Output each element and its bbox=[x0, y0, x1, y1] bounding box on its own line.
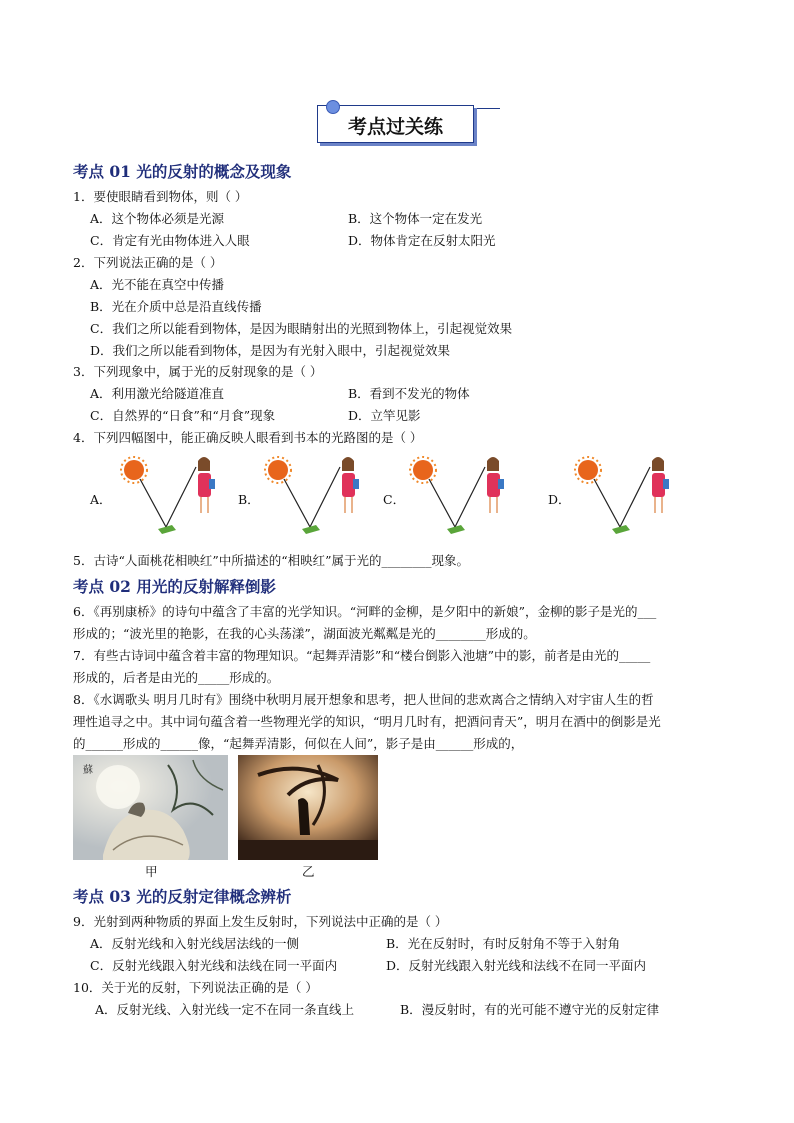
page-title: 考点过关练 bbox=[347, 116, 443, 138]
q10-stem: 10．关于光的反射，下列说法正确的是（ ） bbox=[73, 980, 318, 995]
q3-option-b: B．看到不发光的物体 bbox=[348, 386, 470, 401]
q8-line2: 理性追寻之中。其中词句蕴含着一些物理光学的知识，“明月几时有，把酒问青天”，明月在酒中的倒影是光 bbox=[73, 714, 661, 729]
title-box bbox=[317, 105, 474, 143]
q9-option-c: C．反射光线跟入射光线和法线在同一平面内 bbox=[90, 958, 338, 973]
q4-figure-d bbox=[572, 455, 682, 535]
q4-label-a: A． bbox=[90, 492, 112, 507]
section-title-01: 考点 01 光的反射的概念及现象 bbox=[73, 162, 292, 181]
q4-figure-a bbox=[118, 455, 228, 535]
q3-option-a: A．利用激光给隧道准直 bbox=[90, 386, 225, 401]
girl-icon bbox=[487, 457, 504, 513]
q8-line1: 8．《水调歌头 明月几时有》围绕中秋明月展开想象和思考，把人世间的悲欢离合之情纳入对宇宙人生的哲 bbox=[73, 692, 654, 707]
q10-option-b: B．漫反射时，有的光可能不遵守光的反射定律 bbox=[400, 1002, 660, 1017]
q8-line3: 的______形成的______像，“起舞弄清影，何似在人间”，影子是由______形成的， bbox=[73, 736, 524, 751]
sun-icon bbox=[121, 457, 147, 483]
q2-option-a: A．光不能在真空中传播 bbox=[90, 277, 225, 292]
q4-figure-c bbox=[407, 455, 517, 535]
girl-icon bbox=[652, 457, 669, 513]
q4-label-b: B． bbox=[238, 492, 260, 507]
q4-label-d: D． bbox=[548, 492, 571, 507]
q1-option-b: B．这个物体一定在发光 bbox=[348, 211, 483, 226]
q6-line1: 6．《再别康桥》的诗句中蕴含了丰富的光学知识。“河畔的金柳，是夕阳中的新娘”，金柳的影子是光的___ bbox=[73, 604, 657, 619]
q4-figure-b bbox=[262, 455, 372, 535]
q3-option-d: D．立竿见影 bbox=[348, 408, 421, 423]
title-dot-icon bbox=[326, 100, 340, 114]
q2-option-d: D．我们之所以能看到物体，是因为有光射入眼中，引起视觉效果 bbox=[90, 343, 451, 358]
q9-option-a: A．反射光线和入射光线居法线的一侧 bbox=[90, 936, 300, 951]
section-title-02: 考点 02 用光的反射解释倒影 bbox=[73, 577, 276, 596]
q9-stem: 9．光射到两种物质的界面上发生反射时，下列说法中正确的是（ ） bbox=[73, 914, 448, 929]
q9-option-b: B．光在反射时，有时反射角不等于入射角 bbox=[386, 936, 621, 951]
q3-stem: 3．下列现象中，属于光的反射现象的是（ ） bbox=[73, 364, 323, 379]
q10-option-a: A．反射光线、入射光线一定不在同一条直线上 bbox=[95, 1002, 355, 1017]
q9-option-d: D．反射光线跟入射光线和法线不在同一平面内 bbox=[386, 958, 647, 973]
q1-stem: 1．要使眼睛看到物体，则（ ） bbox=[73, 189, 248, 204]
q1-option-c: C．肯定有光由物体进入人眼 bbox=[90, 233, 250, 248]
q1-option-d: D．物体肯定在反射太阳光 bbox=[348, 233, 496, 248]
q7-line1: 7．有些古诗词中蕴含着丰富的物理知识。“起舞弄清影”和“楼台倒影入池塘”中的影，前者是由光的_____ bbox=[73, 648, 651, 663]
girl-icon bbox=[198, 457, 215, 513]
sun-icon bbox=[575, 457, 601, 483]
photo-jia-caption: 甲 bbox=[145, 864, 158, 879]
girl-icon bbox=[342, 457, 359, 513]
photo-yi bbox=[238, 755, 378, 860]
q1-option-a: A．这个物体必须是光源 bbox=[90, 211, 225, 226]
q7-line2: 形成的，后者是由光的_____形成的。 bbox=[73, 670, 280, 685]
q5-stem: 5．古诗“人面桃花相映红”中所描述的“相映红”属于光的________现象。 bbox=[73, 553, 470, 568]
sun-icon bbox=[410, 457, 436, 483]
q2-stem: 2．下列说法正确的是（ ） bbox=[73, 255, 223, 270]
q2-option-c: C．我们之所以能看到物体，是因为眼睛射出的光照到物体上，引起视觉效果 bbox=[90, 321, 513, 336]
svg-text:蘇: 蘇 bbox=[83, 765, 93, 776]
q2-option-b: B．光在介质中总是沿直线传播 bbox=[90, 299, 262, 314]
q6-line2: 形成的；“波光里的艳影，在我的心头荡漾”，湖面波光粼粼是光的________形成的。 bbox=[73, 626, 536, 641]
q4-label-c: C． bbox=[383, 492, 406, 507]
sun-icon bbox=[265, 457, 291, 483]
photo-yi-caption: 乙 bbox=[302, 864, 315, 879]
q3-option-c: C．自然界的“日食”和“月食”现象 bbox=[90, 408, 276, 423]
photo-jia bbox=[73, 755, 228, 860]
q4-stem: 4．下列四幅图中，能正确反映人眼看到书本的光路图的是（ ） bbox=[73, 430, 423, 445]
section-title-03: 考点 03 光的反射定律概念辨析 bbox=[73, 887, 292, 906]
